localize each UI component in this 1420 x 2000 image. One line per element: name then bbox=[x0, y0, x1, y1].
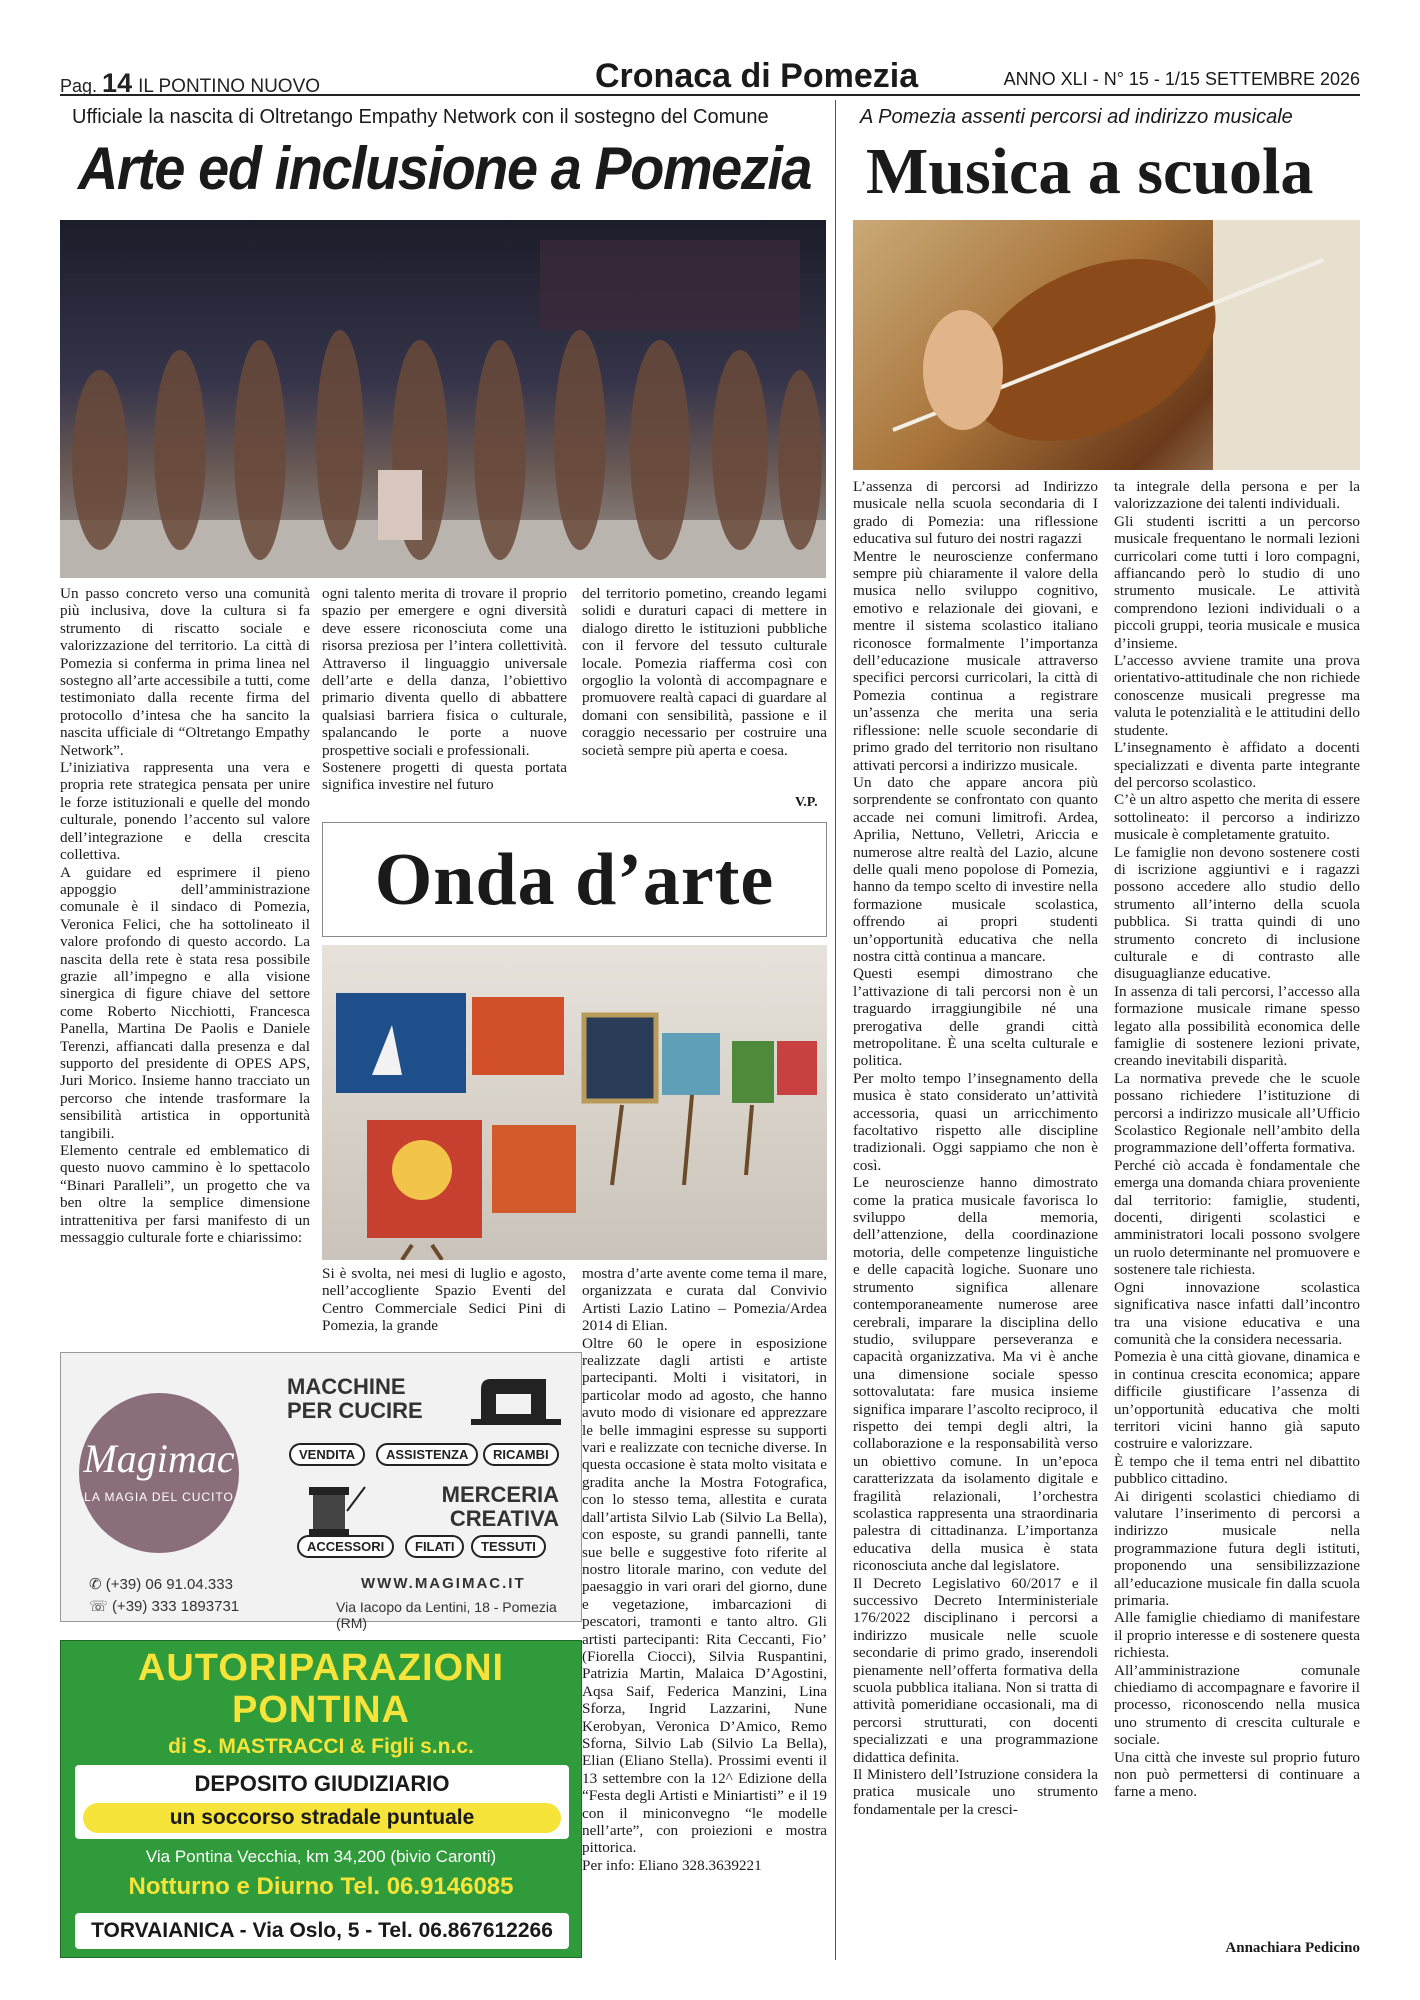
ad2-line4: DEPOSITO GIUDIZIARIO bbox=[194, 1771, 450, 1796]
magimac-phone-2: ☏ (+39) 333 1893731 bbox=[89, 1598, 240, 1615]
article1-column-1: Un passo concreto verso una comunità più inclusiva, dove la cultura si fa strumento di riscatto sociale e valorizzazione del territorio. La città di Pomezia si conferma in prima linea nel sostegno all’arte accessibile a tutti, come testimoniato dalla recente firma del protocollo d’intesa che ha sancito la nascita ufficiale di “Oltretango Empathy Network”. L’iniziativa rappresenta una vera e propria rete strategica pensata per unire le forze istituzionali e quelle del mondo culturale, ponendo l’accento sul valore dell’integrazione e della crescita collettiva. A guidare ed esprimere il pieno appoggio dell’amministrazione comunale è il sindaco di Pomezia, Veronica Felici, che ha sottolineato il valore profondo di questo accordo. La nascita della rete è stata resa possibile grazie all’impegno e alla visione sinergica di figure chiave del settore come Roberto Nicchiotti, Francesca Panella, Martina De Paolis e Daniele Terenzi, affiancati dalla presenza e dal supporto del presidente di OPES APS, Juri Morico. Insieme hanno tracciato un percorso che intende trasformare la sensibilità artistica in opportunità tangibili. Elemento centrale ed emblematico di questo nuovo cammino è lo spettacolo “Binari Paralleli”, un progetto che va ben oltre la semplice dimensione intrattenitiva per farsi manifesto di un messaggio culturale forte e chiarissimo: bbox=[60, 585, 310, 1247]
article2-title: Onda d’arte bbox=[374, 839, 775, 921]
article1-signature: V.P. bbox=[795, 795, 818, 810]
column-divider bbox=[835, 100, 836, 1960]
pill-tessuti: TESSUTI bbox=[471, 1535, 546, 1558]
article3-title: Musica a scuola bbox=[866, 135, 1314, 208]
violin-photo-placeholder bbox=[853, 220, 1360, 470]
ad2-line7: Notturno e Diurno Tel. 06.9146085 bbox=[128, 1873, 514, 1900]
group-photo-placeholder bbox=[60, 220, 826, 578]
paper-name: IL PONTINO NUOVO bbox=[138, 76, 321, 97]
section-title: Cronaca di Pomezia bbox=[595, 57, 919, 95]
sewing-machine-icon bbox=[471, 1369, 561, 1429]
article1-photo bbox=[60, 220, 826, 578]
page-label: Pag. 14 IL PONTINO NUOVO bbox=[60, 68, 321, 98]
thread-spool-icon bbox=[297, 1481, 367, 1541]
article2-column-1: Si è svolta, nei mesi di luglio e agosto, nell’accogliente Spazio Eventi del Centro Commerciale Sedici Pini di Pomezia, la grande bbox=[322, 1265, 566, 1335]
article3-column-1: L’assenza di percorsi ad Indirizzo musicale nella scuola secondaria di I grado di Pomezia: una riflessione educativa sul futuro dei nostri ragazzi Mentre le neuroscienze confermano sempre più chiaramente il valore della musica nello sviluppo cognitivo, emotivo e relazionale dei giovani, e mentre il sistema scolastico italiano riconosce formalmente l’importanza dell’educazione musicale attraverso specifici percorsi curricolari, la città di Pomezia continua a registrare un’assenza che merita una seria riflessione: nelle scuole secondarie di primo grado del territorio non risultano attivati percorsi a indirizzo musicale. Un dato che appare ancora più sorprendente se confrontato con quanto accade nei comuni limitrofi. Ardea, Aprilia, Nettuno, Velletri, Ariccia e numerose altre realtà del Lazio, alcune delle quali meno popolose di Pomezia, hanno da tempo scelto di investire nella formazione musicale scolastica, offrendo ai propri studenti un’opportunità educativa che nella nostra città continua a mancare. Questi esempi dimostrano che l’attivazione di tali percorsi non è un traguardo irraggiungibile né una prerogativa delle grandi città metropolitane. È una scelta culturale e politica. Per molto tempo l’insegnamento della musica è stato considerato un’attività accessoria, quasi un arricchimento facoltativo rispetto alle discipline tradizionali. Oggi sappiamo che non è così. Le neuroscienze hanno dimostrato come la pratica musicale favorisca lo sviluppo della memoria, dell’attenzione, della coordinazione motoria, delle competenze linguistiche e delle capacità logiche. Suonare uno strumento significa allenare contemporaneamente numerose aree cerebrali, imparare la disciplina dello studio, sviluppare perseveranza e capacità organizzativa. Ma vi è anche una dimensione sociale spesso sottovalutata: fare musica insieme significa imparare l’ascolto reciproco, il rispetto dei tempi degli altri, la collaborazione e la responsabilità verso un obiettivo comune. In un’epoca caratterizzata da isolamento digitale e fragilità relazionali, l’orchestra scolastica rappresenta una straordinaria palestra di cittadinanza. L’importanza educativa della musica è stata riconosciuta anche dal legislatore. Il Decreto Legislativo 60/2017 e il successivo Decreto Interministeriale 176/2022 disciplinano i percorsi a indirizzo musicale nelle scuole secondarie di primo grado, inserendoli pienamente nell’offerta formativa della scuola pubblica italiana. Non si tratta di attività pomeridiane occasionali, ma di percorsi strutturati, con docenti specializzati e una programmazione didattica definita. Il Ministero dell’Istruzione considera la pratica musicale uno strumento fondamentale per la cresci- bbox=[853, 478, 1098, 1818]
ad2-line3: di S. MASTRACCI & Figli s.n.c. bbox=[168, 1735, 474, 1758]
article3-signature: Annachiara Pedicino bbox=[1225, 1940, 1360, 1956]
article1-column-3: del territorio pometino, creando legami solidi e duraturi capaci di mettere in dialogo diretto le istituzioni pubbliche con il fervore del tessuto culturale locale. Pomezia riafferma così con orgoglio la volontà di accompagnare e promuovere realtà capaci di guardare al domani con sensibilità, passione e il coraggio necessario per costruire una società sempre più aperta e coesa. bbox=[582, 585, 827, 759]
ad2-line8: TORVAIANICA - Via Oslo, 5 - Tel. 06.867612266 bbox=[91, 1919, 553, 1942]
magimac-ad bbox=[60, 1352, 582, 1631]
magimac-logo: Magimac LA MAGIA DEL CUCITO bbox=[79, 1393, 239, 1553]
page-header bbox=[60, 57, 1360, 98]
autoriparazioni-ad bbox=[60, 1640, 582, 1958]
article1-title: Arte ed inclusione a Pomezia bbox=[78, 135, 812, 202]
article1-column-2: ogni talento merita di trovare il proprio spazio per emergere e ogni diversità deve essere riconosciuta come una risorsa preziosa per l’intera collettività. Attraverso il linguaggio universale dell’arte e della danza, l’obiettivo primario diventa quello di abbattere qualsiasi barriera fisica o culturale, spalancando le porte a nuove prospettive sociali e professionali. Sostenere progetti di questa portata significa investire nel futuro bbox=[322, 585, 567, 794]
pill-vendita: VENDITA bbox=[289, 1443, 365, 1466]
article3-kicker: A Pomezia assenti percorsi ad indirizzo musicale bbox=[860, 106, 1293, 128]
article2-column-2: mostra d’arte avente come tema il mare, organizzata e curata dal Convivio Artisti Lazio Latino – Pomezia/Ardea 2014 di Elian. Oltre 60 le opere in esposizione realizzate dagli artisti e artiste partecipanti. Molti i visitatori, in particolar modo ad agosto, che hanno avuto modo di visionare ed apprezzare le belle immagini espresse su supporti vari e realizzate con tecniche diverse. In questa occasione è stata molto visitata e gradita anche la Mostra Fotografica, con lo stesso tema, allestita e curata dall’artista Silvio Lab (Silvio La Bella), con esposte, su grandi pannelli, tante sue belle e suggestive foto riferite al nostro litorale marino, con vedute del paesaggio in vari orari del giorno, dune e vegetazione, imbarcazioni di pescatori, tramonti e tanto altro. Gli artisti partecipanti: Rita Ceccanti, Fio’ (Fiorella Ciocci), Silvia Ruspantini, Patrizia Martin, Malaica D’Agostini, Aqsa Saif, Federica Manzini, Lina Sforza, Ingrid Lazzarini, Nune Kerobyan, Veronica D’Amico, Remo Sforna, Silvio Lab (Silvio La Bella), Elian (Eliano Stella). Prossimi eventi il 13 settembre con la 12^ Edizione della “Festa degli Artisti e Miniartisti” e il 19 con il miniconvegno “le modelle nell’arte”, con proiezioni e mostra pittorica. Per info: Eliano 328.3639221 bbox=[582, 1265, 827, 1874]
ad2-line1: AUTORIPARAZIONI bbox=[137, 1647, 505, 1689]
magimac-heading-2: MERCERIA CREATIVA bbox=[441, 1482, 559, 1531]
magimac-address: Via Iacopo da Lentini, 18 - Pomezia (RM) bbox=[336, 1599, 557, 1631]
ad2-line6: Via Pontina Vecchia, km 34,200 (bivio Caronti) bbox=[145, 1847, 497, 1866]
article1-kicker: Ufficiale la nascita di Oltretango Empathy Network con il sostegno del Comune bbox=[72, 106, 769, 128]
article2-title-box bbox=[322, 822, 827, 937]
article3-column-2: ta integrale della persona e per la valorizzazione dei talenti individuali. Gli studenti iscritti a un percorso musicale frequentano le normali lezioni curricolari come tutti i loro compagni, affiancando però lo studio di uno strumento musicale. Le attività comprendono lezioni individuali o a piccoli gruppi, teoria musicale e musica d’insieme. L’accesso avviene tramite una prova orientativo-attitudinale che non richiede conoscenze musicali pregresse ma valuta le potenzialità e le attitudini dello studente. L’insegnamento è affidato a docenti specializzati e diventa parte integrante del percorso scolastico. C’è un altro aspetto che merita di essere sottolineato: il percorso a indirizzo musicale è completamente gratuito. Le famiglie non devono sostenere costi di iscrizione aggiuntivi e i ragazzi possono accedere allo studio dello strumento all’interno della scuola pubblica. Si tratta quindi di uno strumento concreto di inclusione culturale e di contrasto alle disuguaglianze educative. In assenza di tali percorsi, l’accesso alla formazione musicale rimane spesso legato alla possibilità economica delle famiglie di sostenere lezioni private, creando inevitabili disparità. La normativa prevede che le scuole possano richiedere l’istituzione di percorsi a indirizzo musicale all’Ufficio Scolastico Regionale nell’ambito della programmazione dell’offerta formativa. Perché ciò accada è fondamentale che emerga una domanda chiara proveniente dal territorio: famiglie, studenti, docenti, dirigenti scolastici e amministratori locali possono svolgere un ruolo determinante nel promuovere e sostenere tale richiesta. Ogni innovazione scolastica significativa nasce infatti dall’incontro tra una visione educativa e una comunità che la considera necessaria. Pomezia è una città giovane, dinamica e in continua crescita economica; appare difficile giustificare l’assenza di un’opportunità educativa che molti territori vicini hanno già saputo costruire e valorizzare. È tempo che il tema entri nel dibattito pubblico cittadino. Ai dirigenti scolastici chiediamo di valutare l’inserimento di percorsi a indirizzo musicale nella programmazione futura degli istituti, proponendo una sensibilizzazione all’educazione musicale fin dalla scuola primaria. Alle famiglie chiediamo di manifestare il proprio interesse e di sostenere questa richiesta. All’amministrazione comunale chiediamo di accompagnare e favorire il processo, riconoscendo nella musica uno strumento di crescita culturale e sociale. Una città che investe sul proprio futuro non può permettersi di continuare a farne a meno. bbox=[1114, 478, 1360, 1801]
article3-photo bbox=[853, 220, 1360, 470]
ad2-yellow-bar bbox=[83, 1803, 561, 1833]
magimac-phone-1: ✆ (+39) 06 91.04.333 bbox=[89, 1576, 233, 1593]
ad2-line2: PONTINA bbox=[232, 1689, 410, 1731]
magimac-website[interactable]: WWW.MAGIMAC.IT bbox=[361, 1575, 526, 1592]
pill-ricambi: RICAMBI bbox=[483, 1443, 559, 1466]
page-number: 14 bbox=[102, 68, 133, 98]
ad2-white-box bbox=[75, 1765, 569, 1839]
pill-assistenza: ASSISTENZA bbox=[376, 1443, 478, 1466]
art-exhibition-placeholder bbox=[322, 945, 827, 1260]
pill-filati: FILATI bbox=[405, 1535, 464, 1558]
ad2-white-box-2 bbox=[75, 1913, 569, 1949]
issue-info: ANNO XLI - N° 15 - 1/15 SETTEMBRE 2026 bbox=[1003, 69, 1360, 89]
pill-accessori: ACCESSORI bbox=[297, 1535, 394, 1558]
ad2-line5: un soccorso stradale puntuale bbox=[169, 1806, 475, 1829]
magimac-heading-1: MACCHINE PER CUCIRE bbox=[287, 1374, 423, 1423]
article2-photo bbox=[322, 945, 827, 1260]
